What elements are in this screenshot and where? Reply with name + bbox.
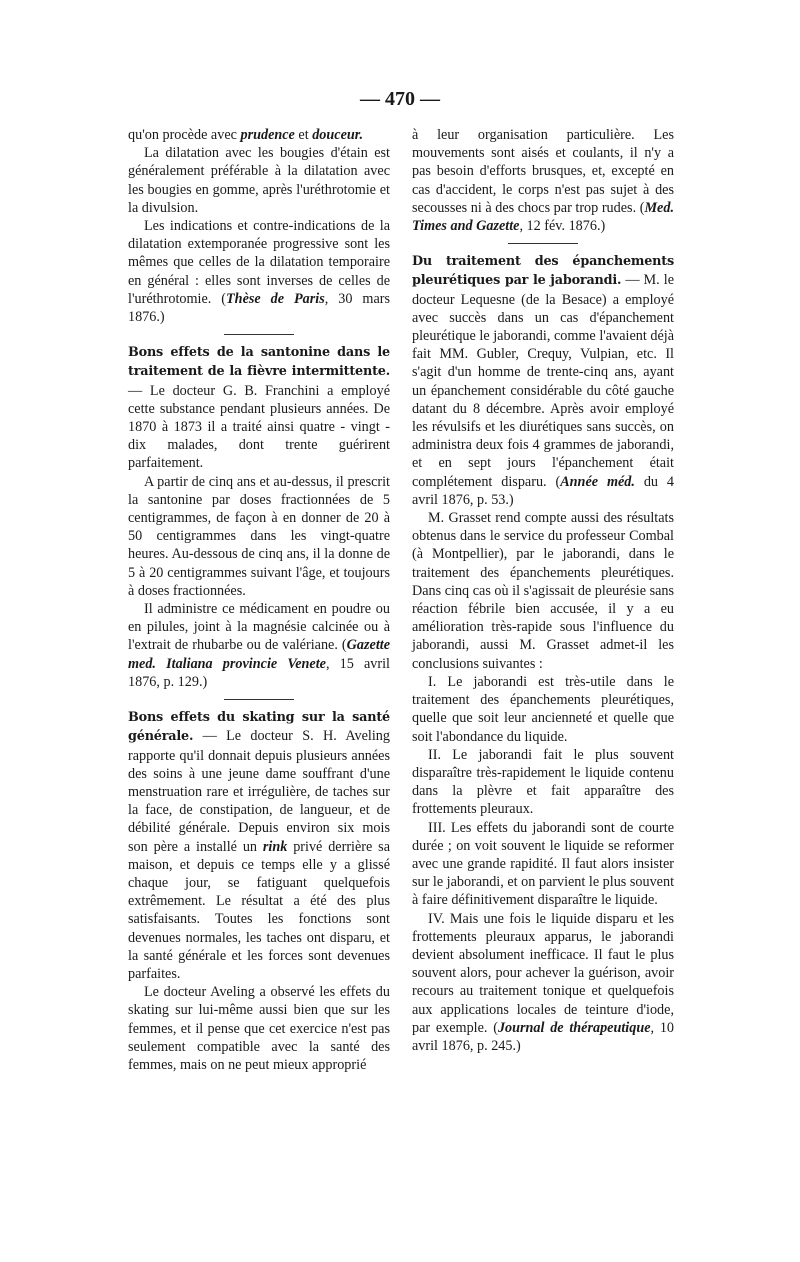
citation-source: Thèse de Paris (226, 290, 325, 307)
section-divider (508, 243, 578, 244)
paragraph (128, 126, 390, 144)
emphasis: douceur. (312, 127, 364, 143)
citation-source: Journal de thérapeutique (497, 1019, 651, 1036)
citation-source: Med. Times and Gazette (412, 199, 674, 235)
article-title: Bons effets du skating sur la santé générale. (128, 710, 390, 745)
article-title: Bons effets de la santonine dans le traitement de la fièvre intermittente. (128, 345, 390, 380)
conclusion-item: III. Les effets du jaborandi sont de courte durée ; on voit souvent le liquide se reformer avec une grande rapidité. Il faut alors insister sur le jaborandi, et on parvient le plus souvent à faire définitivement disparaître le liquide. (412, 819, 675, 909)
article-jaborandi (412, 252, 674, 509)
text: IV. Mais une fois le liquide disparu et les frottements pleuraux apparus, le jaborandi devient absolument inefficace. Il faut le plus souvent alors, pour achever la guérison, avoir recours au traitement tonique et quelquefois aux applications locales de teinture d'iode, par exemple. ( (412, 910, 674, 1036)
text: Il administre ce médicament en poudre ou en pilules, joint à la magnésie calcinée ou à l'extrait de rhubarbe ou de valériane. ( (128, 601, 390, 654)
text: privé derrière sa maison, et depuis ce temps elle y a glissé chaque jour, se fatiguant quelquefois extrêmement. Le résultat a été des plus satisfaisants. Toutes les fonctions sont devenues normales, les taches ont disparu, et la santé générale et les forces sont devenues parfaites. (128, 838, 390, 982)
paragraph (128, 600, 390, 691)
text: qu'on procède avec (128, 127, 241, 143)
paragraph: A partir de cinq ans et au-dessus, il prescrit la santonine par doses fractionnées de 5 centigrammes, de façon à en donner de 20 à 50 centigrammes dans les vingt-quatre heures. Au-dessous de cinq ans, il la donne de 5 à 20 centigrammes suivant l'âge, et toujours à doses fractionnées. (128, 473, 390, 599)
text: — Le docteur S. H. Aveling rapporte qu'il donnait depuis plusieurs années des soins à une jeune dame souffrant d'une menstruation rare et irrégulière, de taches sur la face, de constipation, de langueur, et de débilité générale. Depuis environ six mois son père a installé un (128, 728, 390, 855)
article-title: Du traitement des épanchements pleurétiques par le jaborandi. (412, 254, 674, 289)
section-divider (224, 334, 294, 335)
left-column (128, 126, 390, 1074)
text: — M. le docteur Lequesne (de la Besace) a employé avec succès dans un cas d'épanchement pleurétique le jaborandi, comme l'avaient déjà fait MM. Gubler, Crequy, Vulpian, etc. Il s'agit d'un homme de trente-cinq ans, ayant un épanchement considérable du côté gauche datant du 8 décembre. Après avoir employé les révulsifs et les diurétiques sans succès, on administra deux fois 4 grammes de jaborandi, et en sept jours l'épanchement était complétement disparu. ( (412, 272, 674, 490)
text: , 12 fév. 1876.) (519, 218, 606, 235)
conclusion-item: I. Le jaborandi est très-utile dans le traitement des épanchements pleurétiques, quelle que soit leur ancienneté et quelle que soit l'abondance du liquide. (412, 673, 674, 745)
text: , 30 mars 1876.) (128, 290, 390, 326)
conclusion-item (412, 910, 674, 1056)
text: du 4 avril 1876, p. 53.) (412, 473, 675, 508)
section-divider (224, 699, 294, 700)
paragraph: M. Grasset rend compte aussi des résultats obtenus dans le service du professeur Combal (à Montpellier), par le jaborandi, dans le traitement des épanchements pleurétiques. Dans cinq cas où il s'agissait de pleurésie sans réaction fébrile bien accusée, il y a eu amélioration très-rapide sous l'influence du jaborandi, aussi M. Grasset admet-il les conclusions suivantes : (412, 510, 674, 672)
citation-source: Gazette med. Italiana provincie Venete (128, 637, 390, 672)
emphasis: rink (262, 838, 288, 855)
emphasis: prudence (240, 127, 295, 143)
citation-source: Année méd. (560, 473, 635, 490)
text: , 10 avril 1876, p. 245.) (412, 1019, 675, 1054)
text: et (294, 127, 313, 143)
paragraph (412, 126, 674, 235)
page-number: — 470 — (360, 88, 440, 110)
paragraph (128, 217, 390, 326)
paragraph: La dilatation avec les bougies d'étain est généralement préférable à la dilatation avec les bougies en gomme, après l'uréthrotomie et la divulsion. (128, 145, 390, 216)
text: , 15 avril 1876, p. 129.) (128, 655, 390, 690)
text: à leur organisation particulière. Les mouvements sont aisés et coulants, il n'y a pas besoin d'efforts brusques, et, excepté en cas d'accident, le corps n'est pas sujet à des secousses ni à des chocs par trop rudes. ( (412, 127, 674, 216)
text: Les indications et contre-indications de la dilatation extemporanée progressive sont les mêmes que celles de la dilatation temporaire en général : elles sont inverses de celles de l'uréthrotomie. ( (128, 218, 390, 307)
text: — Le docteur G. B. Franchini a employé cette substance pendant plusieurs années. De 1870 à 1873 il a traité ainsi quatre - vingt - dix malades, dont trente guérirent parfaitement. (128, 382, 390, 472)
article-skating (128, 708, 390, 983)
article-santonine (128, 343, 390, 472)
right-column (412, 126, 674, 1055)
conclusion-item: II. Le jaborandi fait le plus souvent disparaître très-rapidement le liquide contenu dans la plèvre et fait apparaître des frottements pleuraux. (412, 746, 674, 818)
paragraph: Le docteur Aveling a observé les effets du skating sur lui-même aussi bien que sur les femmes, et il pense que cet exercice n'est pas seulement compatible avec la santé des femmes, mais on ne peut mieux approprié (128, 984, 390, 1073)
